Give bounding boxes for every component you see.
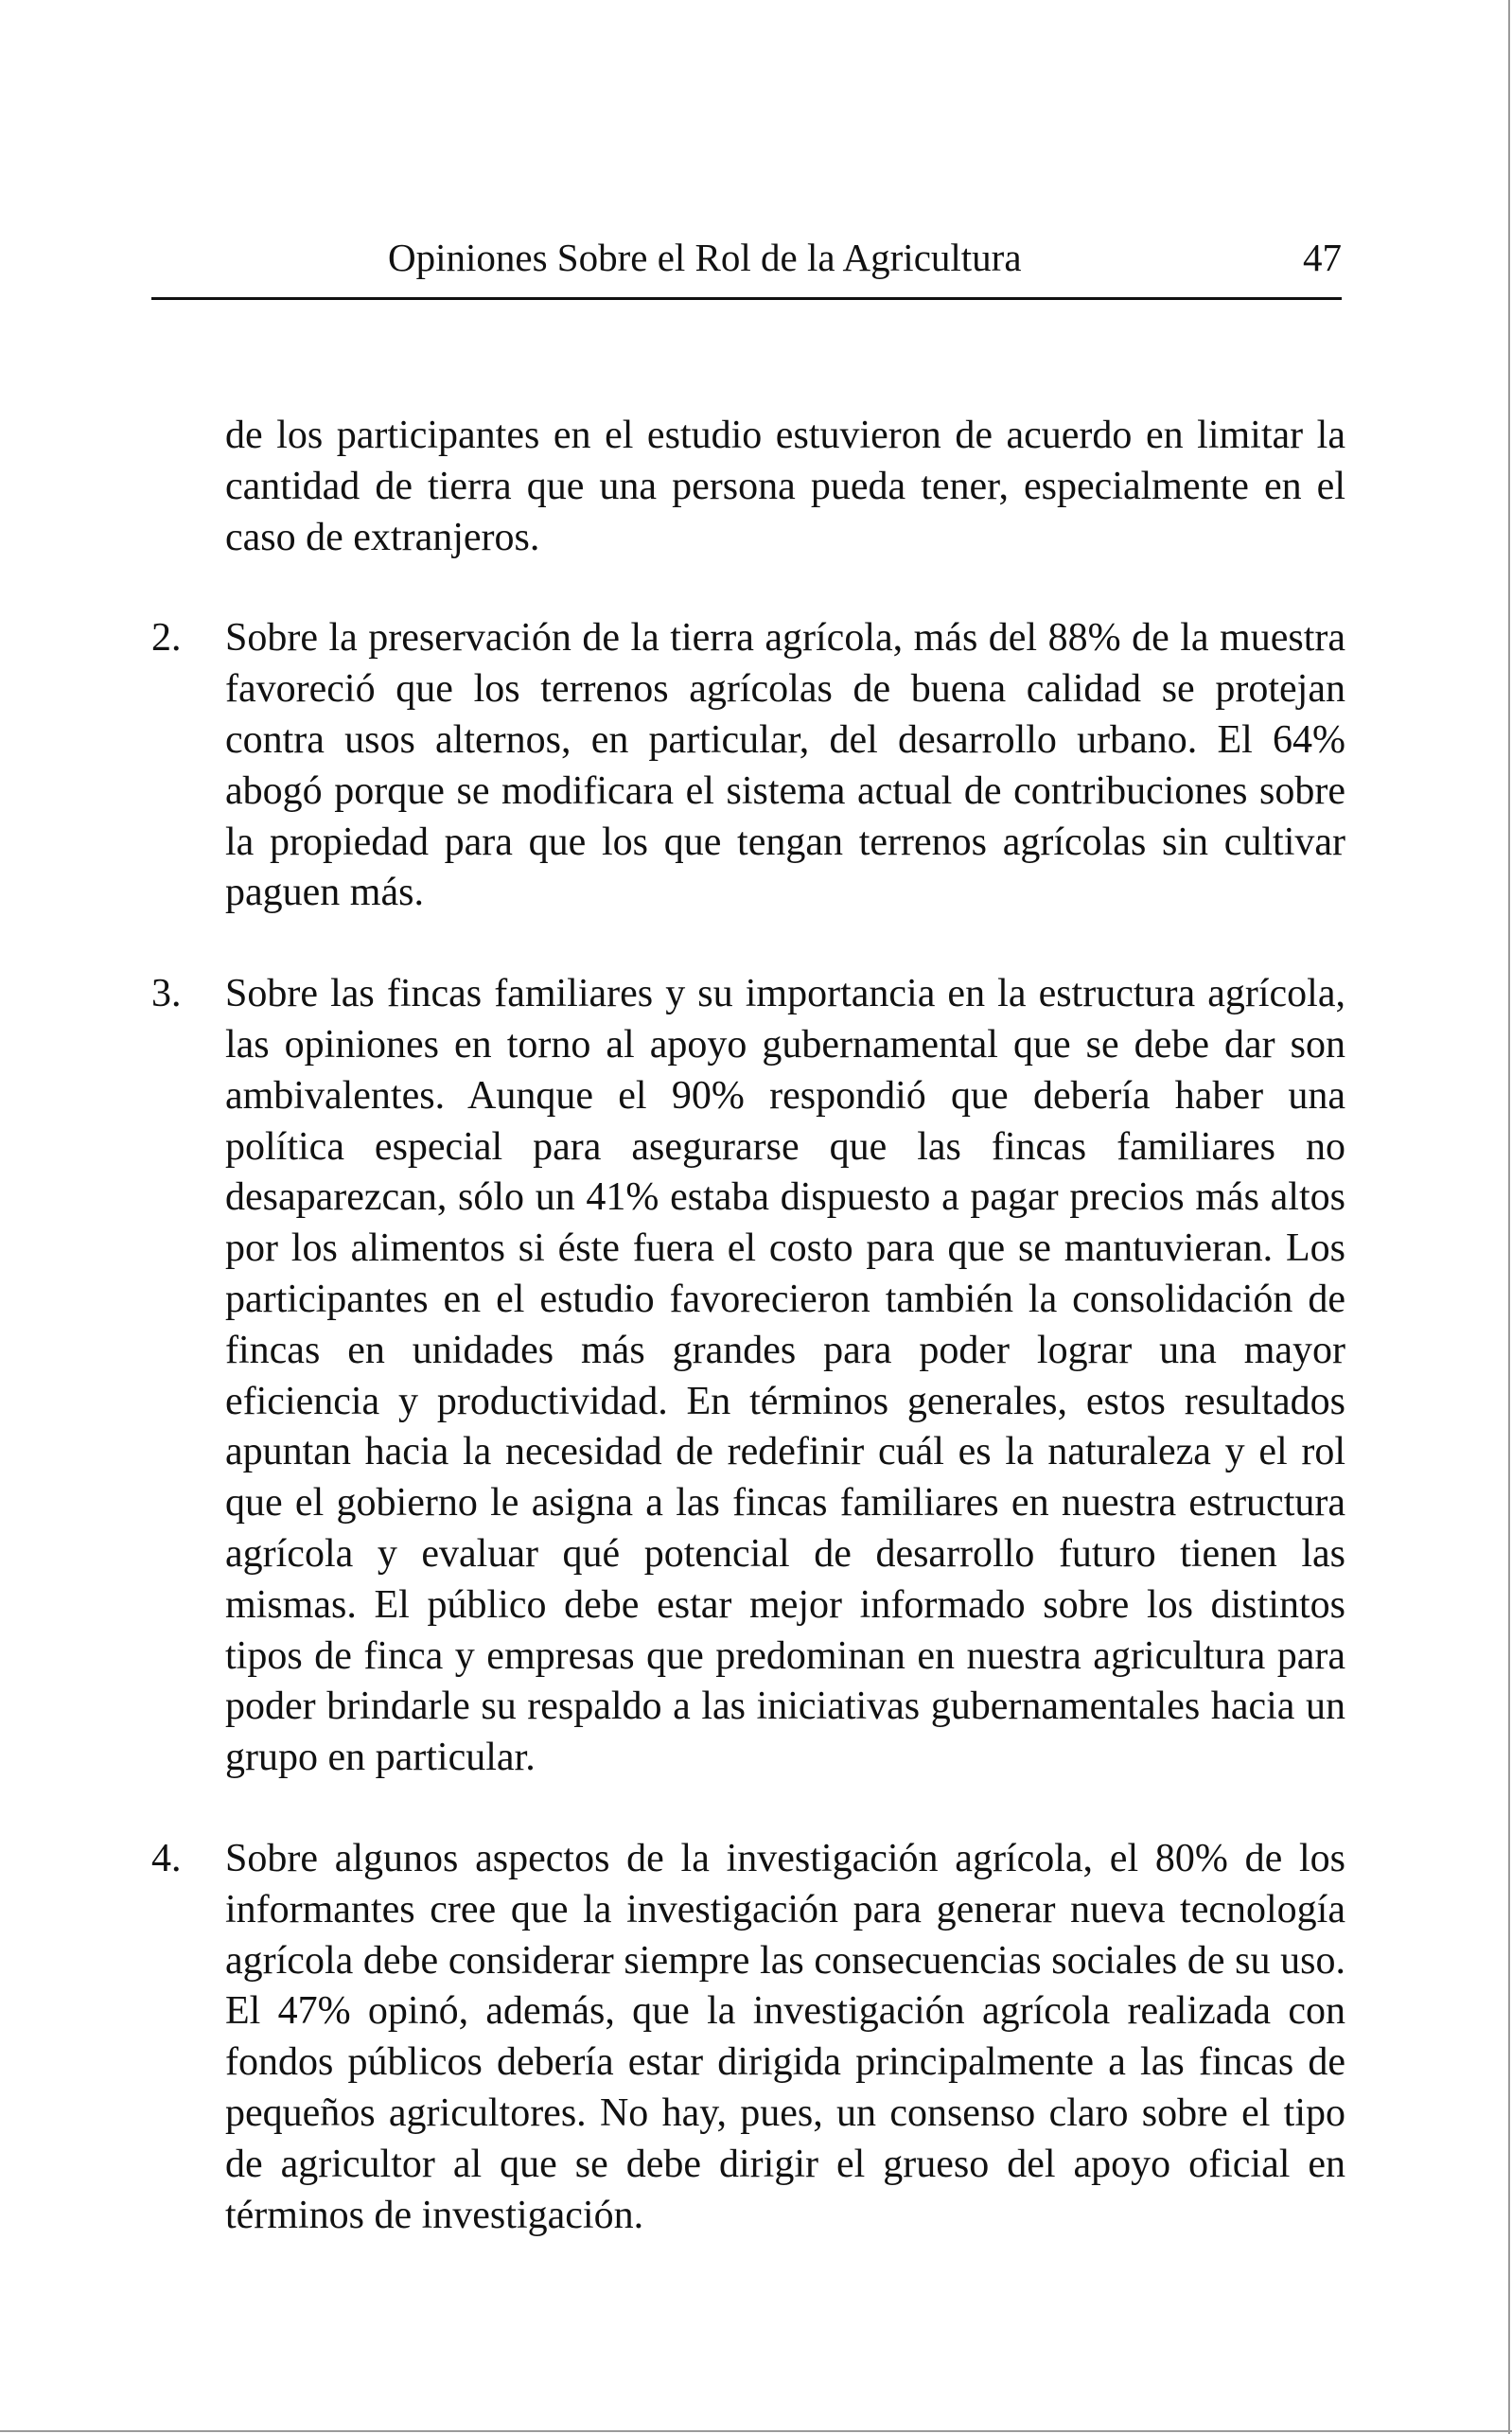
list-item-text: Sobre algunos aspectos de la investigación agrícola, el 80% de los informantes cree que la investigación para generar nueva tecnología agrícola debe considerar siempre las consecuencias sociales de su uso. El 47% opinó, además, que la investigación agrícola realizada con fondos públicos debería estar dirigida principalmente a las fincas de pequeños agricultores. No hay, pues, un consenso claro sobre el tipo de agricultor al que se debe dirigir el grueso del apoyo oficial en términos de investigación. xyxy=(225,1836,1345,2237)
page-edge xyxy=(0,2430,1512,2432)
running-title: Opiniones Sobre el Rol de la Agricultura xyxy=(388,236,1022,279)
page-number: 47 xyxy=(1303,236,1342,279)
list-item-number: 4. xyxy=(151,1836,182,1880)
page-body xyxy=(151,411,1345,2241)
list-item-number: 3. xyxy=(151,972,182,1016)
running-header xyxy=(151,229,1342,286)
header-rule xyxy=(151,297,1342,300)
page-edge xyxy=(1508,0,1510,2434)
list-item-number: 2. xyxy=(151,616,182,661)
list-item xyxy=(151,1834,1345,2241)
list-item-text: Sobre las fincas familiares y su importancia en la estructura agrícola, las opiniones en torno al apoyo gubernamental que se debe dar son ambivalentes. Aunque el 90% respondió que debería haber una política especial para asegurarse que las fincas familiares no desaparezcan, sólo un 41% estaba dispuesto a pagar precios más altos por los alimentos si éste fuera el costo para que se mantuvieran. Los participantes en el estudio favorecieron también la consolidación de fincas en unidades más grandes para poder lograr una mayor eficiencia y productividad. En términos generales, estos resultados apuntan hacia la necesidad de redefinir cuál es la naturaleza y el rol que el gobierno le asigna a las fincas familiares en nuestra estructura agrícola y evaluar qué potencial de desarrollo futuro tienen las mismas. El público debe estar mejor informado sobre los distintos tipos de finca y empresas que predominan en nuestra agricultura para poder brindarle su respaldo a las iniciativas gubernamentales hacia un grupo en particular. xyxy=(225,972,1345,1780)
list-item-text: Sobre la preservación de la tierra agrícola, más del 88% de la muestra favoreció que los terrenos agrícolas de buena calidad se protejan contra usos alternos, en particular, del desarrollo urbano. El 64% abogó porque se modificara el sistema actual de contribuciones sobre la propiedad para que los que tengan terrenos agrícolas sin cultivar paguen más. xyxy=(225,616,1345,915)
continuation-paragraph: de los participantes en el estudio estuvieron de acuerdo en limitar la cantidad de tierra que una persona pueda tener, especialmente en el caso de extranjeros. xyxy=(225,414,1345,559)
list-item xyxy=(151,613,1345,919)
list-item xyxy=(151,969,1345,1784)
